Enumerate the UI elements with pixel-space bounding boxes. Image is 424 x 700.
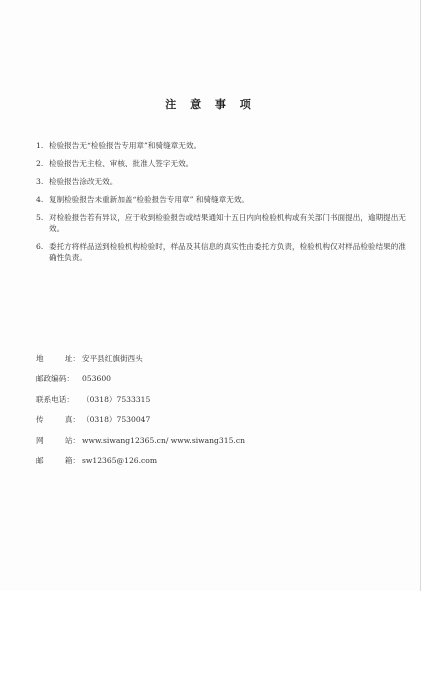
note-number: 1. [36, 141, 44, 150]
website-row [36, 435, 406, 446]
address-label-char: 址： [64, 354, 80, 363]
note-number: 6. [36, 242, 44, 251]
note-text: 对检验报告若有异议，应于收到检验报告或结果通知十五日内向检验机构或有关部门书面提出，逾期提出无效。 [49, 213, 406, 233]
fax-row [36, 414, 406, 425]
email-label-char: 箱： [64, 455, 80, 465]
phone-row [36, 394, 406, 405]
website-label [36, 435, 80, 446]
postcode-label: 邮政编码： [36, 374, 74, 384]
phone-label: 联系电话： [36, 394, 74, 404]
email-label [36, 455, 80, 466]
postcode-row [36, 373, 406, 384]
note-number: 5. [36, 213, 44, 222]
address-value: 安平县红旗街西头 [82, 354, 143, 363]
note-text: 检验报告无“检验报告专用章”和骑缝章无效。 [49, 141, 202, 150]
note-number: 4. [36, 195, 44, 204]
note-text: 复制检验报告未重新加盖“检验报告专用章” 和骑缝章无效。 [49, 195, 250, 204]
list-item [36, 241, 406, 263]
address-row [36, 353, 406, 364]
page-title: 注 意 事 项 [165, 98, 256, 111]
note-number: 2. [36, 159, 44, 168]
list-item [36, 212, 406, 234]
note-text: 委托方将样品送到检验机构检验时，样品及其信息的真实性由委托方负责，检验机构仅对样品检验结果的准确性负责。 [49, 242, 406, 262]
website-label-char: 网 [36, 435, 44, 445]
note-number: 3. [36, 177, 44, 186]
email-value: sw12365@126.com [82, 455, 158, 465]
list-item [36, 176, 406, 187]
fax-label [36, 414, 80, 425]
website-value: www.siwang12365.cn/ www.siwang315.cn [82, 435, 245, 445]
note-text: 检验报告无主检、审核、批准人签字无效。 [49, 159, 194, 168]
postcode-value: 053600 [82, 374, 111, 384]
fax-label-char: 传 [36, 415, 44, 425]
contact-info [36, 353, 406, 475]
page-background [0, 591, 424, 700]
notes-list [36, 140, 406, 270]
list-item [36, 158, 406, 169]
list-item [36, 194, 406, 205]
address-label [36, 353, 80, 364]
email-label-char: 邮 [36, 455, 44, 465]
fax-label-char: 真： [64, 415, 80, 425]
email-row [36, 455, 406, 466]
address-label-char: 地 [36, 354, 44, 363]
note-text: 检验报告涂改无效。 [49, 177, 118, 186]
fax-value: （0318）7530047 [82, 415, 151, 425]
phone-value: （0318）7533315 [82, 394, 151, 404]
website-label-char: 站： [64, 435, 80, 445]
list-item [36, 140, 406, 151]
